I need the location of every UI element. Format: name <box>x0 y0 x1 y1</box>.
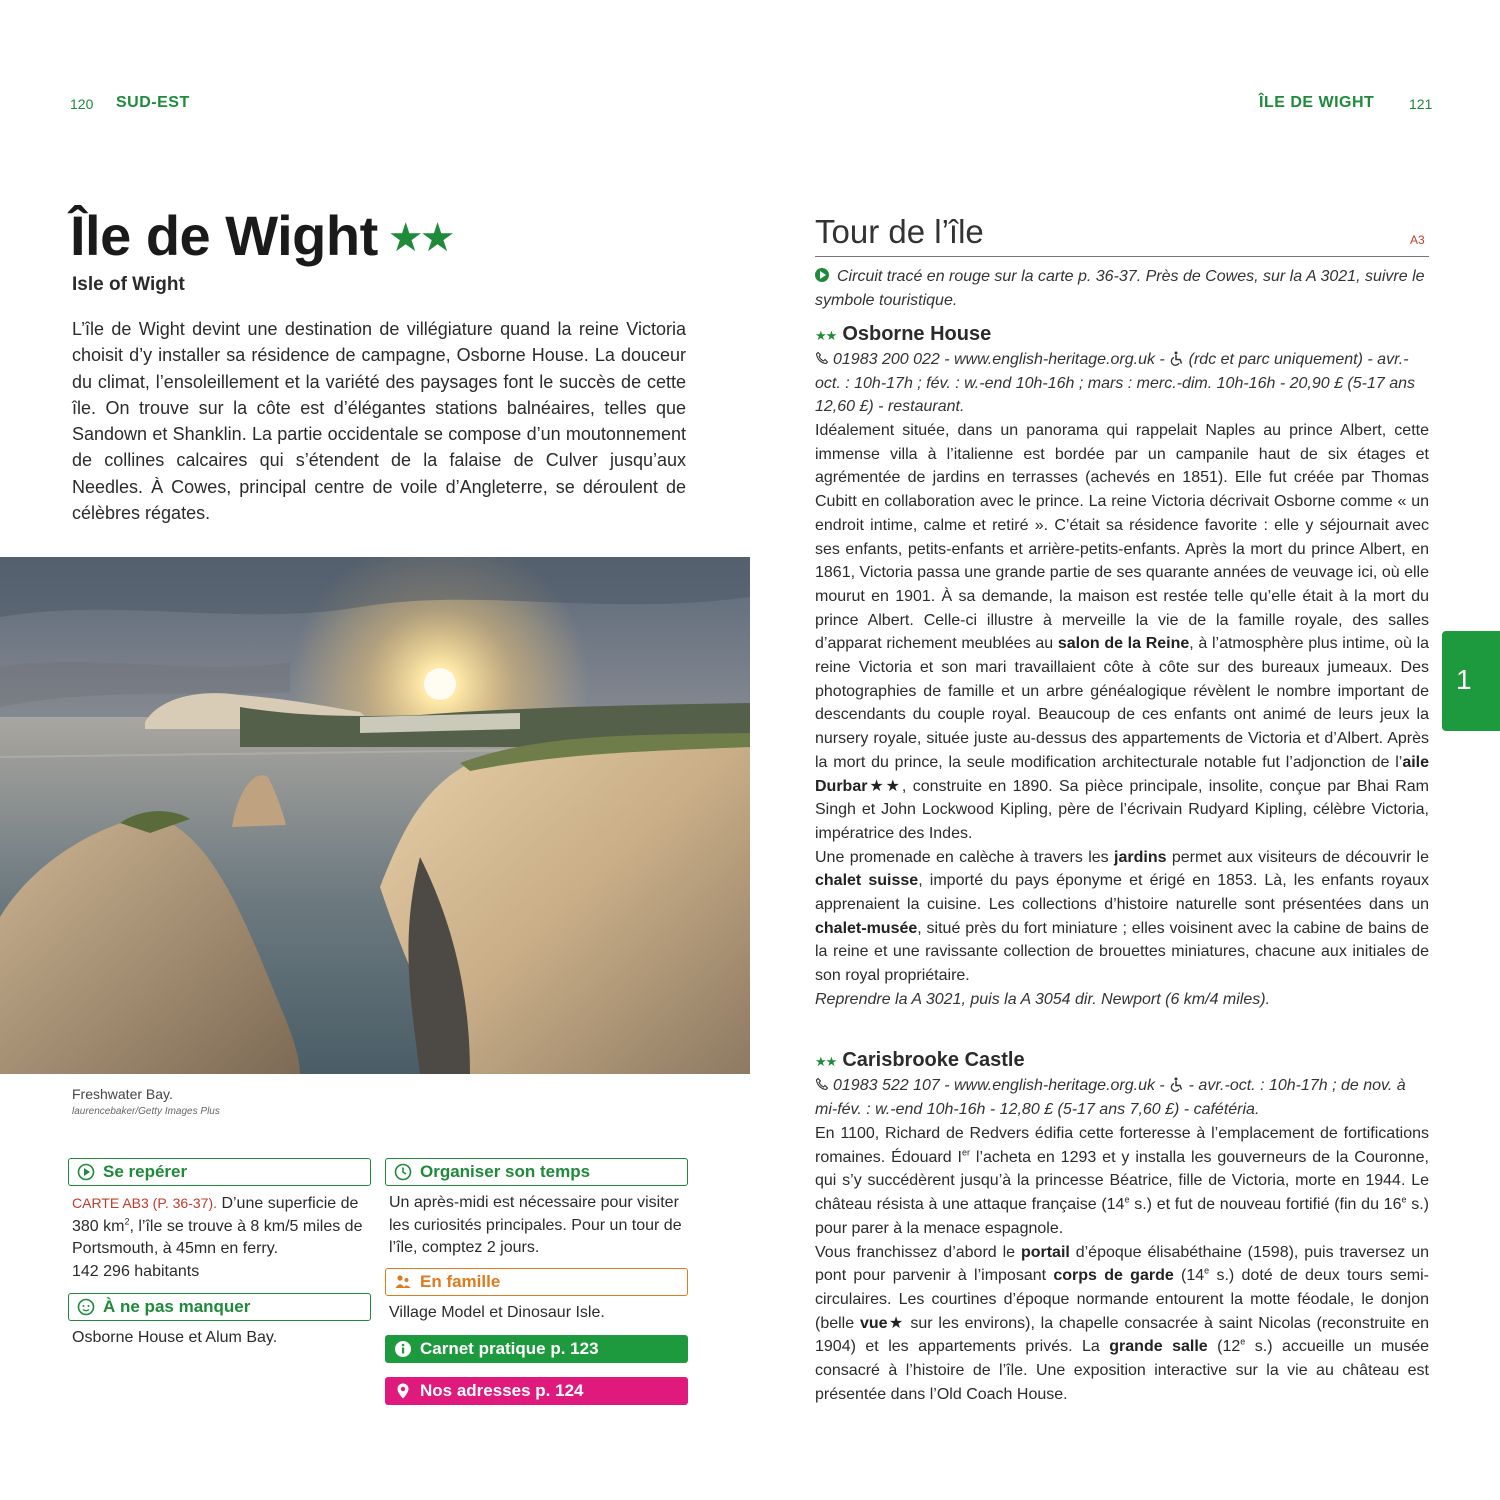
section-rule <box>815 256 1429 257</box>
population: 142 296 habitants <box>72 1262 200 1280</box>
se-reperer-label: Se repérer <box>103 1162 188 1181</box>
left-running-head: SUD-EST <box>116 94 190 111</box>
osborne-stars: ★★ <box>815 328 837 343</box>
map-reference: CARTE AB3 (P. 36-37). <box>72 1195 217 1211</box>
info-icon <box>394 1340 412 1358</box>
title-stars: ★★ <box>387 216 452 260</box>
title-text: Île de Wight <box>70 204 378 267</box>
section-title: Tour de l’île <box>815 213 984 250</box>
right-page-number: 121 <box>1409 96 1433 112</box>
organiser-box <box>385 1158 688 1186</box>
nos-adresses-label: Nos adresses p. 124 <box>420 1381 584 1400</box>
carnet-pratique-link[interactable] <box>385 1335 688 1363</box>
carisbrooke-paragraph-2: Vous franchissez d’abord le portail d’époque élisabéthaine (1598), puis traversez un pont pour parvenir à l’imposant corps de garde (14e s.) doté de deux tours semi-circulaires. Les courtines d’époque normande entourent la motte féodale, le donjon (belle vue★ sur les environs), la chapelle consacrée à saint Nicolas (reconstruite en 1904) et les appartements privés. La grande salle (12e s.) accueille un musée consacré à l’histoire de l’île. Une exposition interactive sur la vie au château est présentée dans l’Old Coach House. <box>815 1243 1430 1403</box>
phone-icon <box>815 351 829 365</box>
carisbrooke-stars: ★★ <box>815 1054 837 1069</box>
phone-icon <box>815 1077 829 1091</box>
ne-pas-manquer-label: À ne pas manquer <box>103 1297 251 1316</box>
play-icon <box>815 268 829 282</box>
chapter-tab[interactable] <box>1442 631 1500 731</box>
intro-paragraph: L’île de Wight devint une destination de villégiature quand la reine Victoria choisit d’y installer sa résidence de campagne, Osborne House. La douceur du climat, l’ensoleillement et la variété des paysages font le succès de cette île. On trouve sur la côte est d’élégantes stations balnéaires, telles que Sandown et Shanklin. La partie occidentale se compose d’un moutonnement de collines calcaires qui s’étendent de la falaise de Culver jusqu’aux Needles. À Cowes, principal centre de voile d’Angleterre, se déroulent de célèbres régates. <box>72 319 686 524</box>
photo-credit: laurencebaker/Getty Images Plus <box>72 1106 220 1117</box>
organiser-label: Organiser son temps <box>420 1162 591 1181</box>
compass-icon <box>77 1163 95 1181</box>
page-subtitle: Isle of Wight <box>72 274 185 295</box>
en-famille-label: En famille <box>420 1272 501 1291</box>
clock-icon <box>394 1163 412 1181</box>
nos-adresses-link[interactable] <box>385 1377 688 1405</box>
face-icon <box>77 1298 95 1316</box>
ne-pas-manquer-box <box>68 1293 371 1321</box>
wheelchair-icon <box>1169 351 1184 366</box>
carisbrooke-castle-heading: ★★ Carisbrooke Castle <box>815 1049 1025 1071</box>
osborne-paragraph-1: Idéalement située, dans un panorama qui rappelait Naples au prince Albert, cette immense villa à l’italienne est bordée par un campanile haut de six étages et agrémentée de jardins en terrasses (achevés en 1851). Elle fut créée par Thomas Cubitt en collaboration avec le prince. La reine Victoria décrivait Osborne comme « un endroit intime, calme et retiré ». C’était sa résidence favorite : elle y séjournait avec ses enfants, petits-enfants et arrière-petits-enfants. Après la mort du prince Albert, en 1861, Victoria passa une grande partie de ses quarante années de veuvage ici, où elle mourut en 1901. À sa demande, la maison est restée telle qu’elle était à la mort du prince Albert. Celle-ci illustre à merveille la vie de la famille royale, des salles d’apparat richement meublées au salon de la Reine, à l’atmosphère plus intime, où la reine Victoria et son mari travaillaient côte à côte sur des bureaux jumeaux. Des photographies de famille et un arbre généalogique révèlent le nombre important de descendants du couple royal. Beaucoup de ces enfants ont animé de leurs jeux la nursery royale, située juste au-dessus des appartements de Victoria et d’Albert. Après la mort du prince, la seule modification architecturale notable fut l’adjonction de l’aile Durbar★★, construite en 1890. Sa pièce principale, insolite, conçue par Bhai Ram Singh et John Lockwood Kipling, père de l’écrivain Rudyard Kipling, célèbre Victoria, impératrice des Indes. <box>815 422 1430 842</box>
carnet-pratique-label: Carnet pratique p. 123 <box>420 1339 599 1358</box>
osborne-description <box>815 419 1429 1012</box>
carisbrooke-practical-info: 01983 522 107 - www.english-heritage.org.uk - - avr.-oct. : 10h-17h ; de nov. à mi-fév. : w.-end 10h-16h - 12,80 £ (5-17 ans 7,60 £) - cafétéria. <box>815 1077 1406 1118</box>
osborne-paragraph-2: Une promenade en calèche à travers les jardins permet aux visiteurs de découvrir le chalet suisse, importé du pays éponyme et érigé en 1853. Là, les enfants royaux apprenaient la cuisine. Les collections d’histoire naturelle sont présentées dans un chalet-musée, situé près du fort miniature ; elles voisinent avec la cabine de bains de la reine et une ravissante collection de brouettes miniatures, chacune aux initiales de son royal propriétaire. <box>815 848 1430 985</box>
organiser-text: Un après-midi est nécessaire pour visiter les curiosités principales. Pour un tour de l’île, comptez 2 jours. <box>389 1194 682 1256</box>
osborne-practical-info: 01983 200 022 - www.english-heritage.org.uk - (rdc et parc uniquement) - avr.-oct. : 10h-17h ; fév. : w.-end 10h-16h ; mars : merc.-dim. 10h-16h - 20,90 £ (5-17 ans 12,60 £) - restaurant. <box>815 351 1416 416</box>
right-running-head: ÎLE DE WIGHT <box>1259 94 1375 111</box>
photo-caption: Freshwater Bay. <box>72 1086 173 1102</box>
freshwater-bay-photo <box>0 557 750 1074</box>
family-icon <box>394 1273 412 1291</box>
se-reperer-box <box>68 1158 371 1186</box>
wheelchair-icon <box>1169 1077 1184 1092</box>
osborne-directions: Reprendre la A 3021, puis la A 3054 dir. Newport (6 km/4 miles). <box>815 990 1271 1008</box>
route-note: Circuit tracé en rouge sur la carte p. 36-37. Près de Cowes, sur la A 3021, suivre le symbole touristique. <box>815 268 1425 309</box>
ne-pas-manquer-text: Osborne House et Alum Bay. <box>72 1329 278 1346</box>
section-map-reference: A3 <box>1410 233 1425 247</box>
osborne-house-heading: ★★ Osborne House <box>815 323 992 345</box>
se-reperer-text: CARTE AB3 (P. 36-37). D’une superficie de 380 $km^2$, l’île se trouve à 8 km/5 miles de Portsmouth, à 45mn en ferry. 142 296 habitants <box>72 1195 363 1280</box>
page-title <box>70 203 451 268</box>
en-famille-text: Village Model et Dinosaur Isle. <box>389 1304 605 1321</box>
carisbrooke-description <box>815 1122 1429 1406</box>
carisbrooke-paragraph-1: En 1100, Richard de Redvers édifia cette forteresse à l’emplacement de fortifications romaines. Édouard Ier l’acheta en 1293 et y installa les gouverneurs de la Couronne, qui s’y succédèrent jusqu’à la princesse Béatrice, fille de Victoria, morte en 1944. Le château résista à une attaque française (14e s.) et fut de nouveau fortifié (fin du 16e s.) pour parer à la menace espagnole. <box>815 1125 1430 1237</box>
location-pin-icon <box>394 1382 412 1400</box>
left-page-number: 120 <box>70 96 94 112</box>
en-famille-box <box>385 1268 688 1296</box>
chapter-number: 1 <box>1456 664 1472 695</box>
